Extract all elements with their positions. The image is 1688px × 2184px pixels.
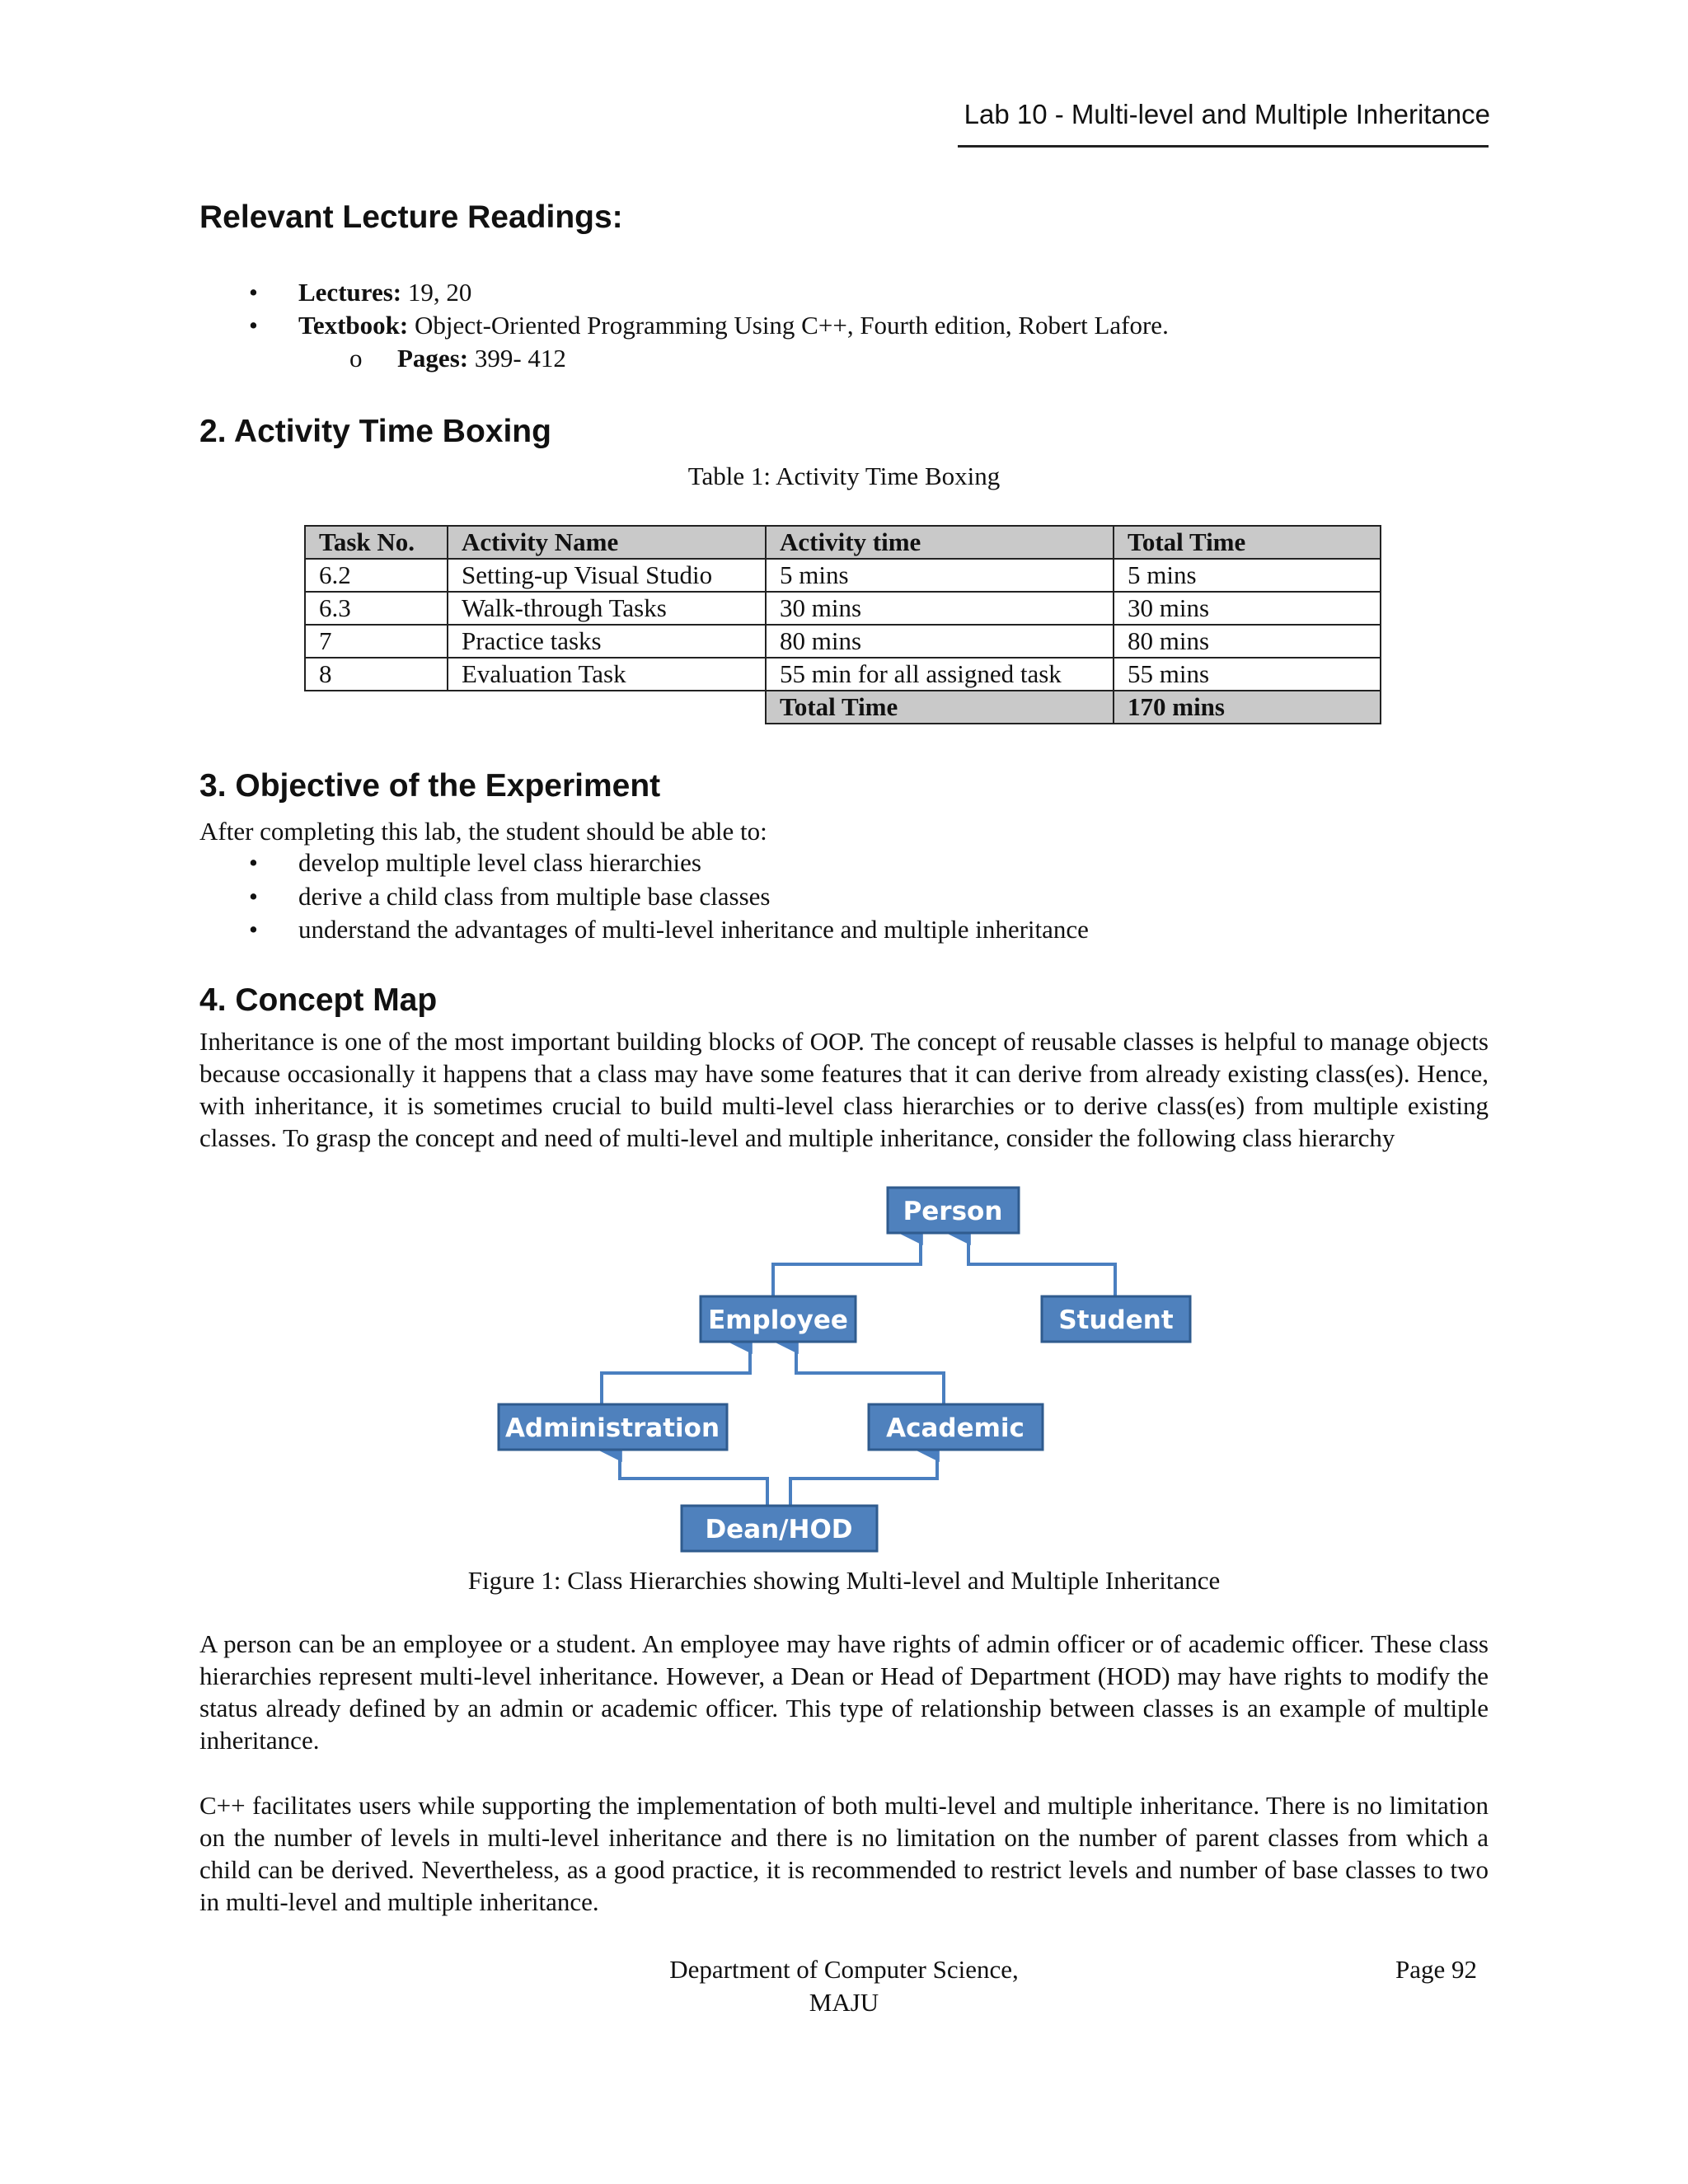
node-employee-label: Employee [708, 1305, 848, 1335]
edge-administration-employee [602, 1343, 750, 1408]
edge-dean-administration [620, 1451, 767, 1509]
cell: 8 [305, 658, 448, 691]
edge-dean-academic [790, 1451, 937, 1509]
edge-student-person [968, 1234, 1115, 1301]
footer-page-number: Page 92 [1395, 1955, 1477, 1984]
cell: 6.2 [305, 559, 448, 592]
cell: 5 mins [1114, 559, 1381, 592]
concept-paragraph-2: A person can be an employee or a student. An employee may have rights of admin officer or of academic officer. These class hierarchies represent multi-level inheritance. However, a Dean or Head of Department (HOD) may have rights to modify the status already defined by an admin or academic officer. This type of relationship between classes is an example of multiple inheritance. [199, 1629, 1489, 1755]
cell: Evaluation Task [448, 658, 766, 691]
cell: 80 mins [1114, 625, 1381, 658]
concept-paragraph-3: C++ facilitates users while supporting the implementation of both multi-level and multiple inheritance. There is no limitation on the number of levels in multi-level inheritance and there is no limitation on the number of parent classes from which a child can be derived. Nevertheless, as a good practice, it is recommended to restrict levels and number of base classes to two in multi-level and multiple inheritance. [199, 1791, 1489, 1916]
cell: 55 min for all assigned task [766, 658, 1114, 691]
total-value: 170 mins [1114, 691, 1381, 724]
bullet-icon: • [249, 311, 258, 340]
bullet-icon: • [249, 278, 258, 307]
circle-bullet-icon: o [349, 344, 363, 373]
pages-value: 399- 412 [468, 344, 566, 373]
concept-paragraph-1: Inheritance is one of the most important building blocks of OOP. The concept of reusable classes is helpful to manage objects because occasionally it happens that a class may have some features that it can derive from already existing class(es). Hence, with inheritance, it is sometimes crucial to build multi-level class hierarchies or to derive class(es) from multiple existing classes. To grasp the concept and need of multi-level and multiple inheritance, consider the following class hierarchy [199, 1027, 1489, 1152]
bullet-icon: • [249, 882, 258, 911]
header-task-no: Task No. [305, 526, 448, 559]
table-caption: Table 1: Activity Time Boxing [687, 462, 1001, 490]
textbook-label: Textbook: [298, 311, 409, 340]
node-dean-label: Dean/HOD [705, 1515, 853, 1544]
textbook-value: Object-Oriented Programming Using C++, Fourth edition, Robert Lafore. [408, 311, 1169, 340]
edge-academic-employee [796, 1343, 944, 1408]
header-activity-time: Activity time [766, 526, 1114, 559]
cell: 80 mins [766, 625, 1114, 658]
objective-item-text: derive a child class from multiple base classes [298, 882, 771, 911]
header-activity-name: Activity Name [448, 526, 766, 559]
concept-heading: 4. Concept Map [199, 982, 438, 1018]
objective-heading: 3. Objective of the Experiment [199, 768, 661, 804]
total-label: Total Time [766, 691, 1114, 724]
header-total-time: Total Time [1114, 526, 1381, 559]
bullet-icon: • [249, 848, 258, 877]
objective-intro: After completing this lab, the student should be able to: [199, 817, 767, 846]
readings-heading: Relevant Lecture Readings: [199, 199, 623, 235]
activity-heading: 2. Activity Time Boxing [199, 414, 551, 449]
lectures-value: 19, 20 [401, 278, 472, 307]
edge-employee-person [773, 1234, 921, 1301]
cell: 7 [305, 625, 448, 658]
node-academic-label: Academic [886, 1413, 1025, 1443]
footer-department: Department of Computer Science, [669, 1955, 1019, 1984]
cell: 30 mins [1114, 592, 1381, 625]
cell: 55 mins [1114, 658, 1381, 691]
pages-label: Pages: [397, 344, 469, 373]
node-person-label: Person [903, 1197, 1003, 1226]
lectures-label: Lectures: [298, 278, 402, 307]
bullet-icon: • [249, 915, 258, 944]
node-administration-label: Administration [504, 1413, 720, 1443]
figure-caption: Figure 1: Class Hierarchies showing Multi-level and Multiple Inheritance [467, 1566, 1221, 1595]
cell: 5 mins [766, 559, 1114, 592]
cell: 30 mins [766, 592, 1114, 625]
cell: 6.3 [305, 592, 448, 625]
cell: Practice tasks [448, 625, 766, 658]
objective-item-text: develop multiple level class hierarchies [298, 848, 701, 877]
cell: Walk-through Tasks [448, 592, 766, 625]
node-student-label: Student [1058, 1305, 1174, 1335]
cell: Setting-up Visual Studio [448, 559, 766, 592]
running-header: Lab 10 - Multi-level and Multiple Inheritance [964, 99, 1490, 129]
objective-item-text: understand the advantages of multi-level inheritance and multiple inheritance [298, 915, 1089, 944]
footer-university: MAJU [809, 1988, 879, 2017]
